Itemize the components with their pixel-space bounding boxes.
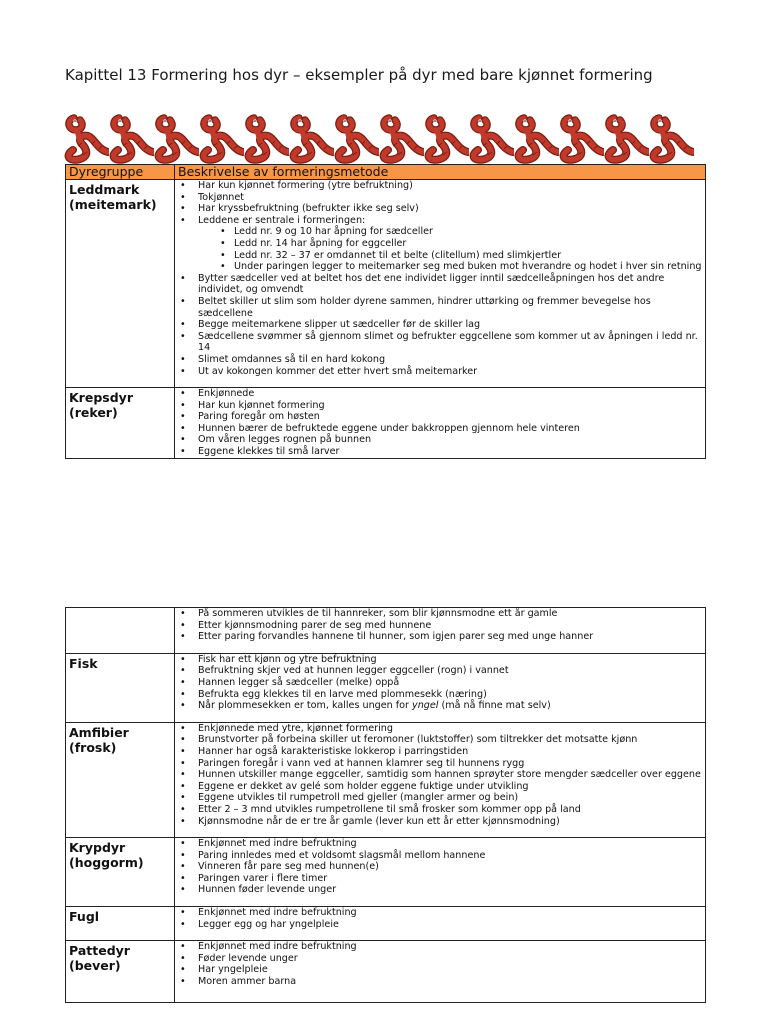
list-item xyxy=(198,215,702,273)
list-item-text: Når plommesekken er tom, kalles ungen for xyxy=(198,700,413,712)
table-row-krypdyr xyxy=(66,838,706,907)
sub-list-item: • Ledd nr. 9 og 10 har åpning for sædceller xyxy=(234,226,702,238)
list-item: • Brunstvorter på forbeina skiller ut feromoner (luktstoffer) som tiltrekker det motsatte kjønn xyxy=(198,734,702,746)
sub-list-item: • Ledd nr. 14 har åpning for eggceller xyxy=(234,238,702,250)
list-item: • Eggene er dekket av gelé som holder eggene fuktige under utvikling xyxy=(198,781,702,793)
list-item: • Hunnen føder levende unger xyxy=(198,884,702,896)
list-item: • På sommeren utvikles de til hannreker, som blir kjønnsmodne ett år gamle xyxy=(198,608,702,620)
bullet-list xyxy=(178,907,702,930)
table-row-krepsdyr-continued xyxy=(66,608,706,654)
list-item: • Tokjønnet xyxy=(198,192,702,204)
group-cell: Pattedyr (bever) xyxy=(66,941,175,1002)
list-item: • Paring foregår om høsten xyxy=(198,411,702,423)
list-item: • Fisk har ett kjønn og ytre befruktning xyxy=(198,654,702,666)
description-cell xyxy=(175,653,706,722)
list-item: • Har kryssbefruktning (befrukter ikke seg selv) xyxy=(198,203,702,215)
worm-border xyxy=(64,112,704,164)
list-item-text: Leddene er sentrale i formeringen: xyxy=(198,214,366,226)
list-item: • Befrukta egg klekkes til en larve med plommesekk (næring) xyxy=(198,689,702,701)
list-item: • Hanner har også karakteristiske lokkerop i parringstiden xyxy=(198,746,702,758)
list-item: • Om våren legges rognen på bunnen xyxy=(198,434,702,446)
group-cell: Leddmark (meitemark) xyxy=(66,180,175,388)
list-item: • Enkjønnede med ytre, kjønnet formering xyxy=(198,723,702,735)
header-dyregruppe: Dyregruppe xyxy=(66,165,175,180)
list-item: • Befruktning skjer ved at hunnen legger eggceller (rogn) i vannet xyxy=(198,665,702,677)
list-item: • Beltet skiller ut slim som holder dyrene sammen, hindrer uttørking og fremmer bevegelse hos sædcellene xyxy=(198,296,702,319)
list-item: • Legger egg og har yngelpleie xyxy=(198,919,702,931)
list-item: • Enkjønnet med indre befruktning xyxy=(198,838,702,850)
worm-icon xyxy=(154,112,199,164)
list-item: • Etter kjønnsmodning parer de seg med hunnene xyxy=(198,620,702,632)
list-item: • Hunnen utskiller mange eggceller, samtidig som hannen sprøyter store mengder sædceller over eggene xyxy=(198,769,702,781)
bullet-list xyxy=(178,608,702,643)
list-item: • Hannen legger så sædceller (melke) oppå xyxy=(198,677,702,689)
list-item: • Slimet omdannes så til en hard kokong xyxy=(198,354,702,366)
list-item: • Har kun kjønnet formering xyxy=(198,400,702,412)
group-cell: Fisk xyxy=(66,653,175,722)
italic-term: yngel xyxy=(412,700,439,712)
table-row-leddmark xyxy=(66,180,706,388)
sub-list-item: • Under paringen legger to meitemarker seg med buken mot hverandre og hodet i hver sin retning xyxy=(234,261,702,273)
bullet-list xyxy=(178,654,702,712)
worm-icon xyxy=(64,112,109,164)
table-row-fisk xyxy=(66,653,706,722)
list-item-text: (må nå finne mat selv) xyxy=(438,700,551,712)
worm-icon xyxy=(469,112,514,164)
worm-icon xyxy=(289,112,334,164)
list-item: • Eggene utvikles til rumpetroll med gjeller (mangler armer og bein) xyxy=(198,792,702,804)
sub-bullet-list xyxy=(198,226,702,272)
worm-icon xyxy=(424,112,469,164)
worm-icon xyxy=(109,112,154,164)
list-item: • Hunnen bærer de befruktede eggene under bakkroppen gjennom hele vinteren xyxy=(198,423,702,435)
description-cell xyxy=(175,941,706,1002)
list-item: • Sædcellene svømmer så gjennom slimet og befrukter eggcellene som kommer ut av åpningen i ledd nr. 14 xyxy=(198,331,702,354)
table-row-krepsdyr xyxy=(66,388,706,459)
list-item: • Moren ammer barna xyxy=(198,976,702,988)
list-item: • Enkjønnede xyxy=(198,388,702,400)
table-row-pattedyr xyxy=(66,941,706,1002)
header-beskrivelse: Beskrivelse av formeringsmetode xyxy=(175,165,706,180)
list-item: • Enkjønnet med indre befruktning xyxy=(198,907,702,919)
bullet-list xyxy=(178,838,702,896)
list-item: • Paring innledes med et voldsomt slagsmål mellom hannene xyxy=(198,850,702,862)
list-item: • Eggene klekkes til små larver xyxy=(198,446,702,458)
list-item: • Etter paring forvandles hannene til hunner, som igjen parer seg med unge hanner xyxy=(198,631,702,643)
group-cell xyxy=(66,608,175,654)
page-title: Kapittel 13 Formering hos dyr – eksempler på dyr med bare kjønnet formering xyxy=(65,66,653,84)
list-item: • Har kun kjønnet formering (ytre befruktning) xyxy=(198,180,702,192)
description-cell xyxy=(175,180,706,388)
list-item: • Enkjønnet med indre befruktning xyxy=(198,941,702,953)
bullet-list xyxy=(178,723,702,827)
worm-icon xyxy=(379,112,424,164)
bullet-list xyxy=(178,941,702,987)
group-cell: Krepsdyr (reker) xyxy=(66,388,175,459)
sub-list-item: • Ledd nr. 32 – 37 er omdannet til et belte (clitellum) med slimkjertler xyxy=(234,250,702,262)
description-cell xyxy=(175,388,706,459)
list-item: • Etter 2 – 3 mnd utvikles rumpetrollene til små frosker som kommer opp på land xyxy=(198,804,702,816)
list-item: • Paringen foregår i vann ved at hannen klamrer seg til hunnens rygg xyxy=(198,758,702,770)
bullet-list xyxy=(178,388,702,458)
list-item: • Bytter sædceller ved at beltet hos det ene individet ligger inntil sædcelleåpningen hos det andre individet, og omvendt xyxy=(198,273,702,296)
worm-icon xyxy=(199,112,244,164)
list-item: • Har yngelpleie xyxy=(198,964,702,976)
group-cell: Amfibier (frosk) xyxy=(66,722,175,837)
list-item: • Vinneren får pare seg med hunnen(e) xyxy=(198,861,702,873)
worm-icon xyxy=(334,112,379,164)
table-part-2 xyxy=(65,607,706,1003)
worm-icon xyxy=(514,112,559,164)
table-part-1 xyxy=(65,164,706,459)
list-item: • Kjønnsmodne når de er tre år gamle (lever kun ett år etter kjønnsmodning) xyxy=(198,816,702,828)
description-cell xyxy=(175,608,706,654)
list-item: • Begge meitemarkene slipper ut sædceller før de skiller lag xyxy=(198,319,702,331)
list-item: • Føder levende unger xyxy=(198,953,702,965)
worm-icon xyxy=(649,112,694,164)
description-cell xyxy=(175,838,706,907)
group-cell: Fugl xyxy=(66,907,175,941)
table-row-amfibier xyxy=(66,722,706,837)
list-item xyxy=(198,700,702,712)
description-cell xyxy=(175,722,706,837)
table-header-row xyxy=(66,165,706,180)
worm-icon xyxy=(604,112,649,164)
group-cell: Krypdyr (hoggorm) xyxy=(66,838,175,907)
description-cell xyxy=(175,907,706,941)
worm-icon xyxy=(559,112,604,164)
table-row-fugl xyxy=(66,907,706,941)
list-item: • Paringen varer i flere timer xyxy=(198,873,702,885)
bullet-list xyxy=(178,180,702,377)
worm-icon xyxy=(244,112,289,164)
list-item: • Ut av kokongen kommer det etter hvert små meitemarker xyxy=(198,366,702,378)
